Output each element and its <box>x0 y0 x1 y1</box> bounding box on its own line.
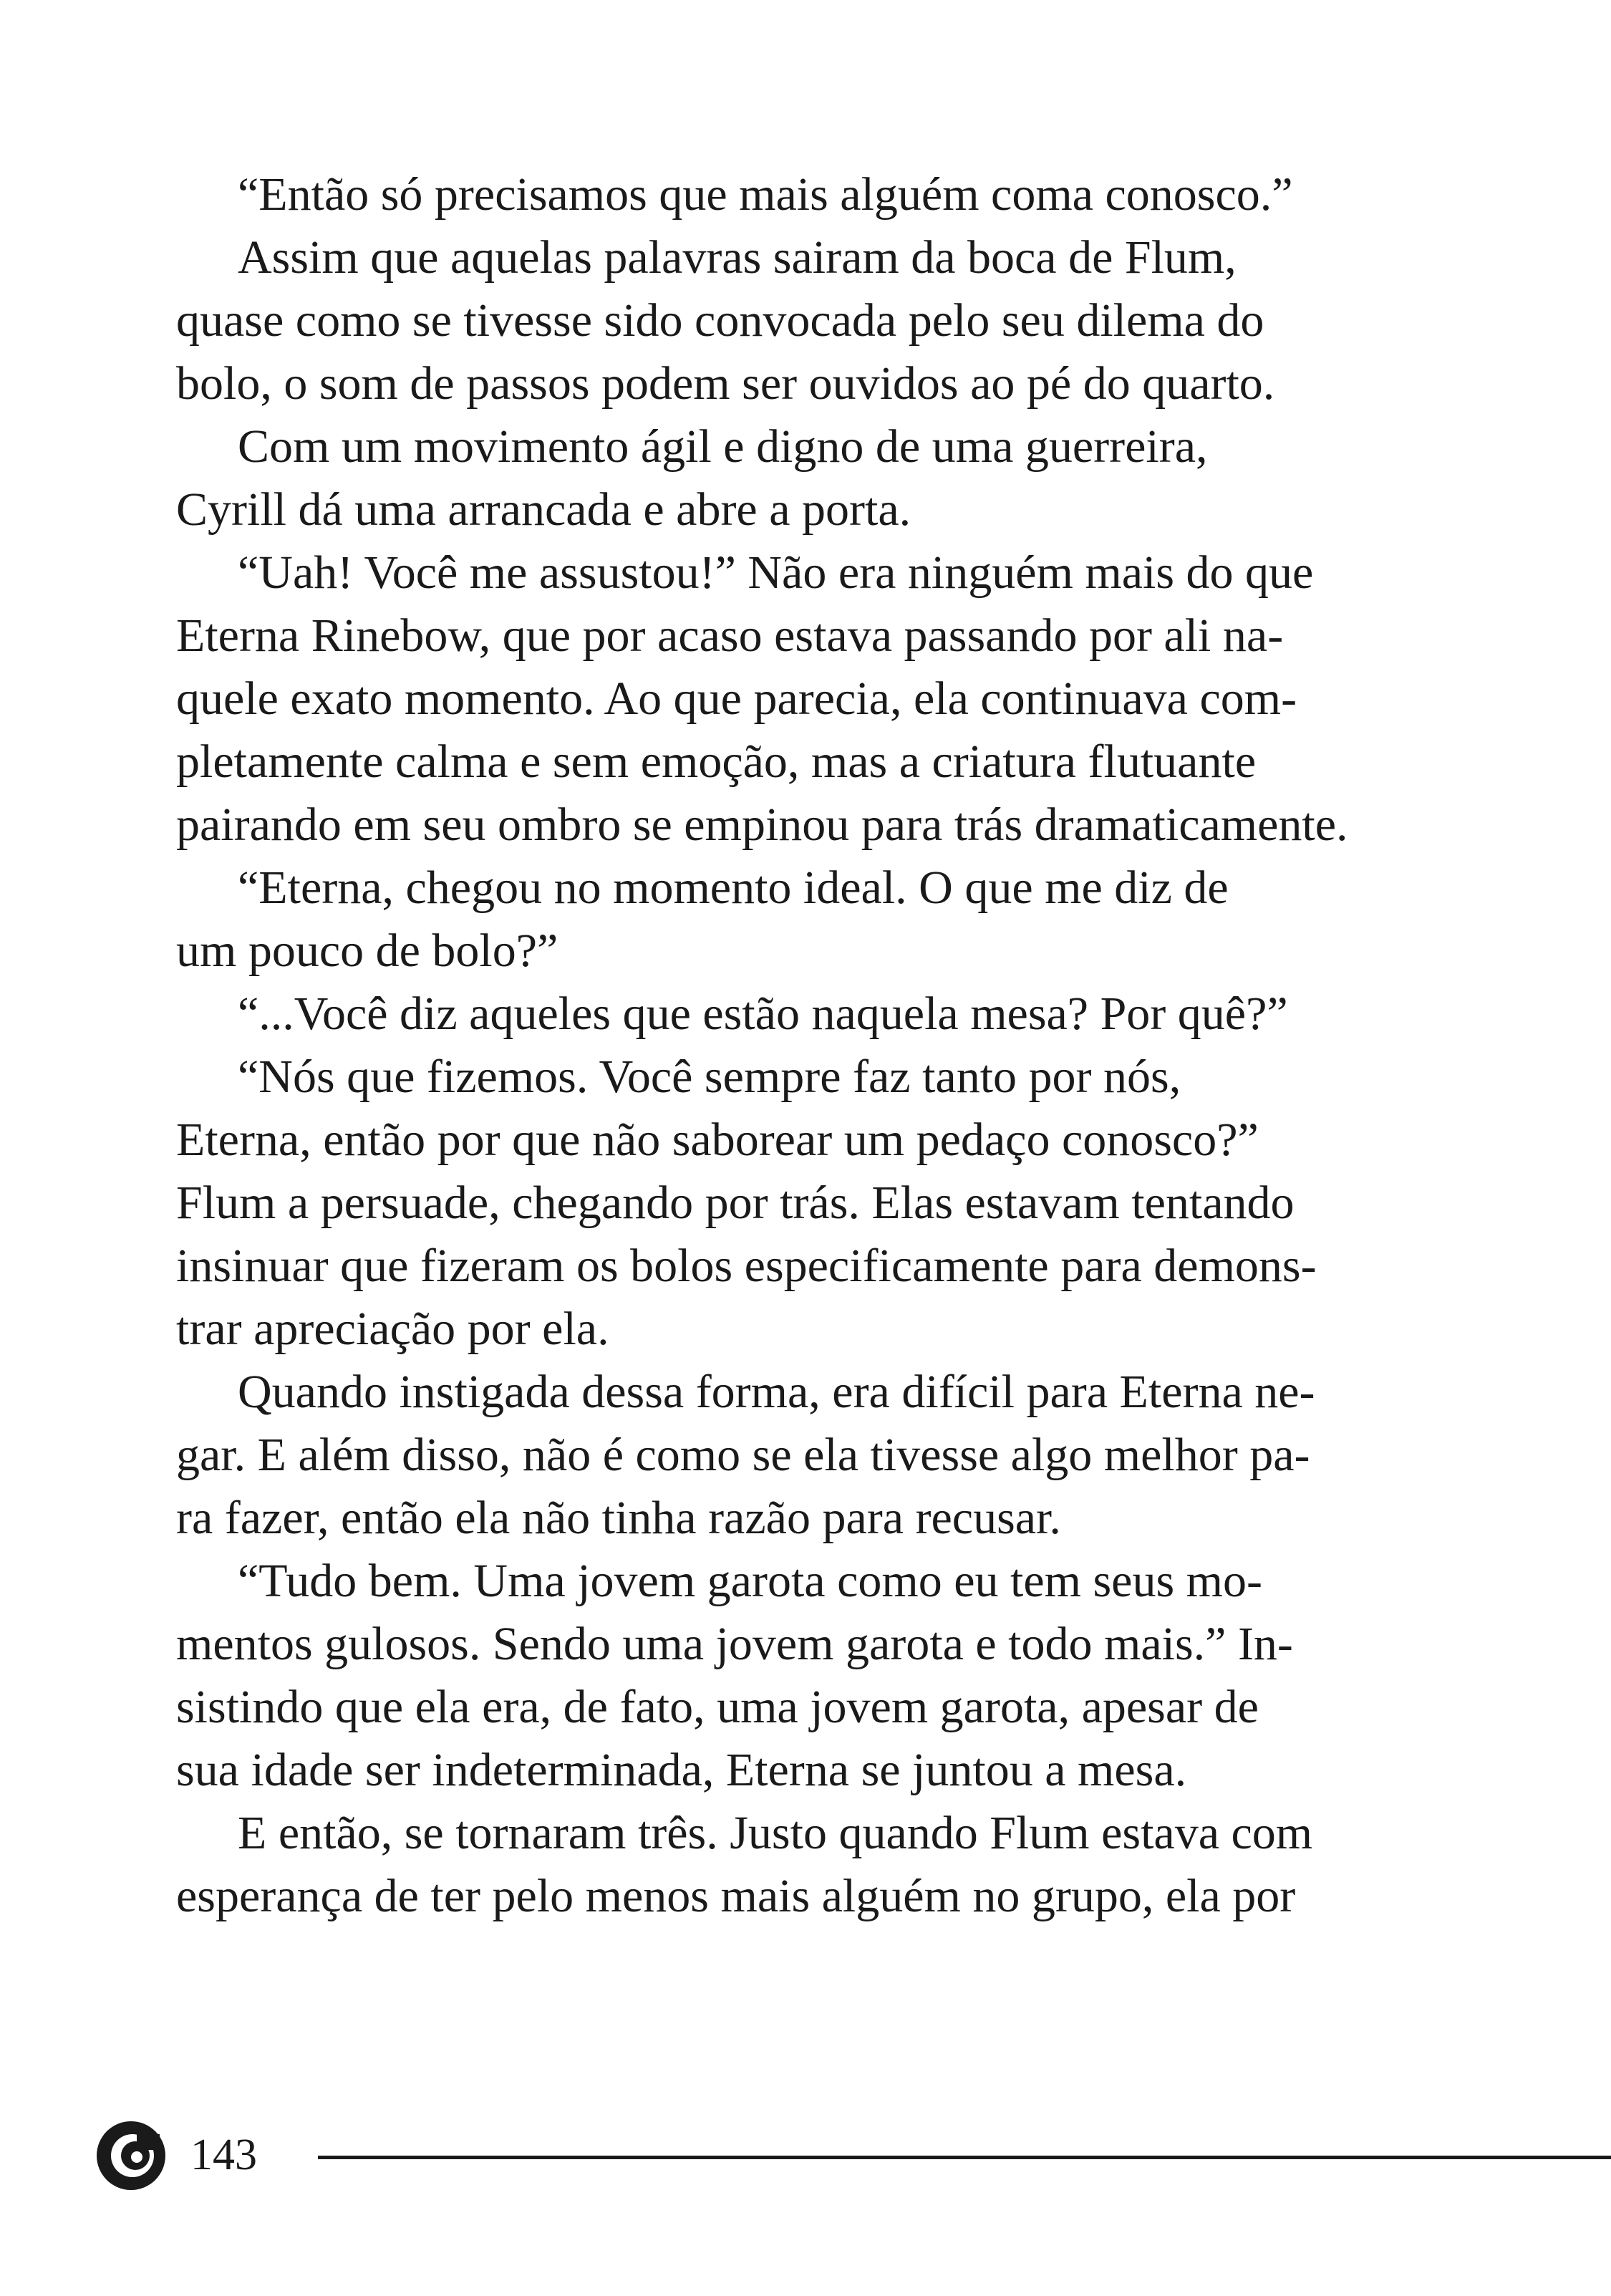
text-line: insinuar que fizeram os bolos especificamente para demons- <box>176 1240 1317 1292</box>
text-line: quele exato momento. Ao que parecia, ela continuava com- <box>176 672 1297 725</box>
text-line: gar. E além disso, não é como se ela tivesse algo melhor pa- <box>176 1429 1310 1481</box>
text-line: pletamente calma e sem emoção, mas a criatura flutuante <box>176 735 1257 788</box>
text-line: “Tudo bem. Uma jovem garota como eu tem seus mo- <box>238 1555 1262 1607</box>
text-line: mentos gulosos. Sendo uma jovem garota e todo mais.” In- <box>176 1618 1293 1670</box>
text-line: pairando em seu ombro se empinou para trás dramaticamente. <box>176 799 1348 851</box>
text-line: sistindo que ela era, de fato, uma jovem garota, apesar de <box>176 1681 1259 1733</box>
text-line: “Nós que fizemos. Você sempre faz tanto por nós, <box>238 1051 1181 1103</box>
text-line: um pouco de bolo?” <box>176 925 558 977</box>
page-number: 143 <box>190 2131 257 2179</box>
footer-rule <box>318 2156 1611 2159</box>
text-line: “Eterna, chegou no momento ideal. O que me diz de <box>238 862 1229 914</box>
text-line: “...Você diz aqueles que estão naquela mesa? Por quê?” <box>238 988 1288 1040</box>
text-line: Eterna Rinebow, que por acaso estava passando por ali na- <box>176 609 1284 662</box>
text-line: Com um movimento ágil e digno de uma guerreira, <box>238 420 1208 473</box>
page-body <box>176 163 1465 1928</box>
text-line: Cyrill dá uma arrancada e abre a porta. <box>176 483 911 536</box>
text-line: Flum a persuade, chegando por trás. Elas estavam tentando <box>176 1177 1295 1229</box>
text-line: ra fazer, então ela não tinha razão para recusar. <box>176 1492 1061 1544</box>
text-line: esperança de ter pelo menos mais alguém no grupo, ela por <box>176 1870 1296 1922</box>
text-line: “Então só precisamos que mais alguém coma conosco.” <box>238 168 1293 221</box>
text-line: E então, se tornaram três. Justo quando Flum estava com <box>238 1807 1313 1859</box>
text-line: bolo, o som de passos podem ser ouvidos ao pé do quarto. <box>176 357 1275 410</box>
text-line: trar apreciação por ela. <box>176 1303 609 1355</box>
spiral-logo-icon <box>95 2120 167 2191</box>
text-line: Eterna, então por que não saborear um pedaço conosco?” <box>176 1114 1259 1166</box>
text-line: Assim que aquelas palavras sairam da boca de Flum, <box>238 231 1237 284</box>
text-line: “Uah! Você me assustou!” Não era ninguém mais do que <box>238 546 1314 599</box>
text-line: quase como se tivesse sido convocada pelo seu dilema do <box>176 294 1264 347</box>
text-line: Quando instigada dessa forma, era difícil para Eterna ne- <box>238 1366 1315 1418</box>
text-line: sua idade ser indeterminada, Eterna se juntou a mesa. <box>176 1744 1187 1796</box>
